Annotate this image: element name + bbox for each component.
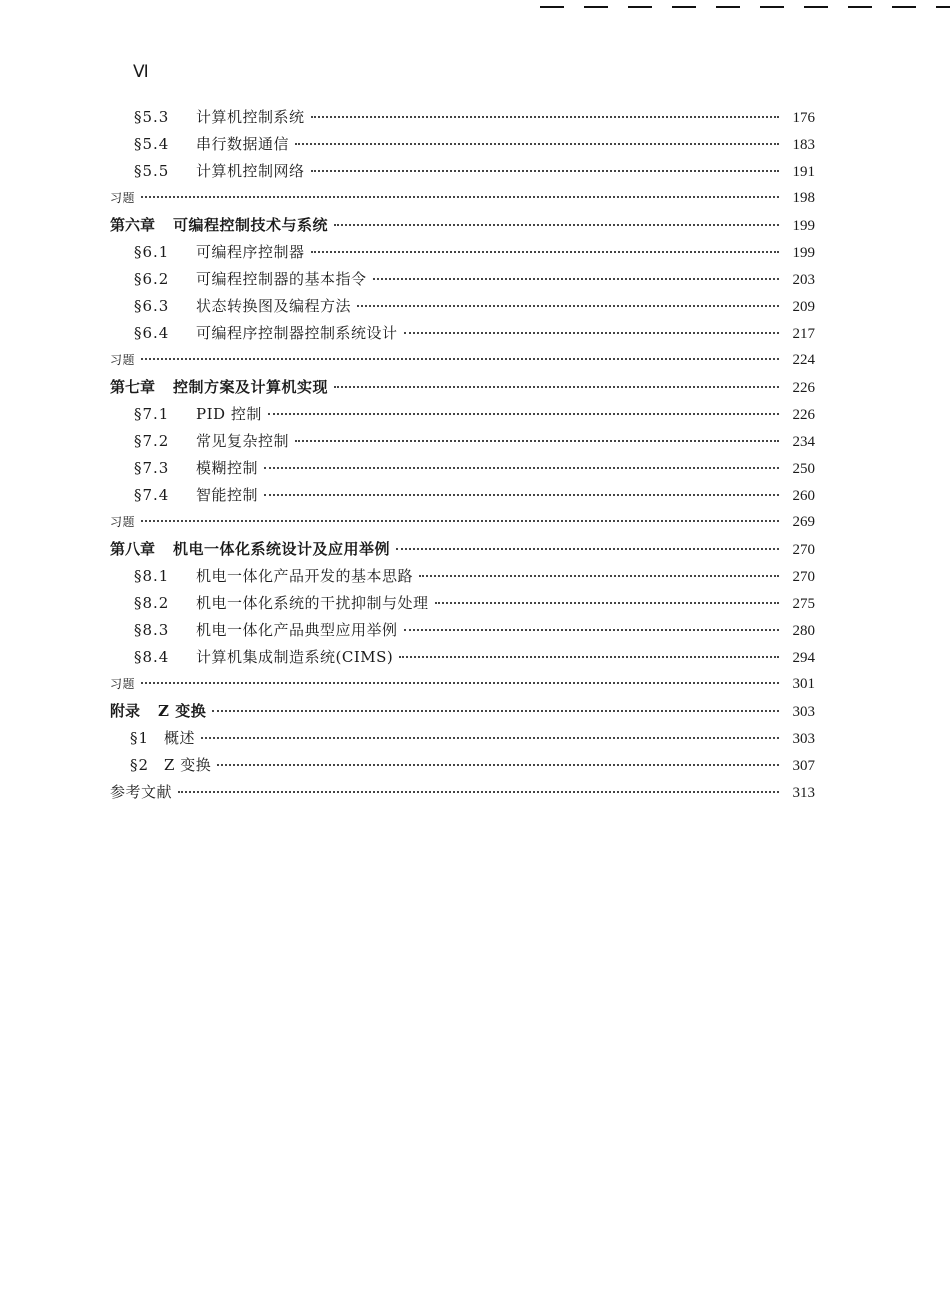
dot-leader	[141, 196, 779, 198]
section-title: 智能控制	[196, 486, 259, 504]
section-number: §8.1	[134, 567, 170, 585]
section-title: 常见复杂控制	[196, 432, 290, 450]
dot-leader	[141, 358, 779, 360]
section-title: 机电一体化产品开发的基本思路	[196, 567, 414, 585]
header-rule	[540, 6, 950, 8]
dot-leader	[141, 520, 779, 522]
toc-entry[interactable]	[110, 563, 815, 590]
page-ref: 269	[792, 514, 815, 530]
section-number: §5.3	[134, 108, 170, 126]
dot-leader	[334, 224, 779, 226]
toc-entry-exercises[interactable]	[110, 347, 815, 374]
section-number: §7.3	[134, 459, 170, 477]
section-number: §7.2	[134, 432, 170, 450]
section-number: §6.4	[134, 324, 170, 342]
dot-leader	[404, 332, 779, 334]
toc-entry[interactable]	[110, 266, 815, 293]
page-ref: 224	[792, 352, 815, 368]
section-title: PID 控制	[196, 405, 262, 423]
page-ref: 307	[792, 758, 815, 774]
dot-leader	[217, 764, 779, 766]
toc-entry[interactable]	[110, 752, 815, 779]
dot-leader	[396, 548, 779, 550]
section-title: 概述	[164, 729, 196, 747]
toc-entry[interactable]	[110, 428, 815, 455]
page-ref: 209	[792, 299, 815, 315]
dot-leader	[264, 494, 779, 496]
chapter-title: 可编程控制技术与系统	[173, 216, 329, 234]
toc-entry-exercises[interactable]	[110, 185, 815, 212]
toc-entry[interactable]	[110, 617, 815, 644]
chapter-title: 控制方案及计算机实现	[173, 378, 329, 396]
section-title: 机电一体化产品典型应用举例	[196, 621, 398, 639]
dot-leader	[212, 710, 779, 712]
section-title: 可编程控制器的基本指令	[196, 270, 367, 288]
page-ref: 280	[792, 623, 815, 639]
dot-leader	[357, 305, 779, 307]
dot-leader	[311, 251, 779, 253]
page-ref: 270	[792, 569, 815, 585]
chapter-number: 第七章	[110, 378, 156, 396]
section-title: 计算机控制网络	[196, 162, 305, 180]
toc-entry[interactable]	[110, 644, 815, 671]
dot-leader	[141, 682, 779, 684]
section-number: §6.3	[134, 297, 170, 315]
appendix-label: 附录	[110, 702, 141, 720]
dot-leader	[264, 467, 779, 469]
exercises-title: 习题	[110, 677, 136, 691]
page-ref: 260	[792, 488, 815, 504]
section-number: §6.2	[134, 270, 170, 288]
section-number: §5.5	[134, 162, 170, 180]
dot-leader	[334, 386, 779, 388]
page-ref: 199	[792, 245, 815, 261]
exercises-title: 习题	[110, 353, 136, 367]
toc-appendix[interactable]	[110, 698, 815, 725]
toc-entry[interactable]	[110, 293, 815, 320]
page-number: Ⅵ	[133, 62, 148, 81]
dot-leader	[268, 413, 779, 415]
toc-chapter[interactable]	[110, 212, 815, 239]
section-title: 模糊控制	[196, 459, 259, 477]
section-title: 状态转换图及编程方法	[196, 297, 352, 315]
page-ref: 217	[792, 326, 815, 342]
dot-leader	[295, 440, 779, 442]
page-ref: 183	[792, 137, 815, 153]
references-title: 参考文献	[110, 783, 173, 801]
section-number: §5.4	[134, 135, 170, 153]
section-title: Z 变换	[164, 756, 212, 774]
dot-leader	[404, 629, 779, 631]
page-ref: 226	[792, 380, 815, 396]
toc-entry[interactable]	[110, 158, 815, 185]
section-number: §1	[130, 729, 150, 747]
section-title: 机电一体化系统的干扰抑制与处理	[196, 594, 429, 612]
toc-chapter[interactable]	[110, 536, 815, 563]
page-ref: 303	[792, 704, 815, 720]
toc-entry[interactable]	[110, 725, 815, 752]
page-ref: 191	[792, 164, 815, 180]
section-title: 可编程序控制器	[196, 243, 305, 261]
section-number: §6.1	[134, 243, 170, 261]
toc-entry-exercises[interactable]	[110, 671, 815, 698]
dot-leader	[419, 575, 779, 577]
toc-entry[interactable]	[110, 104, 815, 131]
page-ref: 199	[792, 218, 815, 234]
dot-leader	[435, 602, 779, 604]
page-ref: 198	[792, 190, 815, 206]
toc-chapter[interactable]	[110, 374, 815, 401]
page-ref: 301	[792, 676, 815, 692]
section-number: §8.4	[134, 648, 170, 666]
toc-entry[interactable]	[110, 131, 815, 158]
dot-leader	[295, 143, 779, 145]
dot-leader	[178, 791, 779, 793]
toc-entry[interactable]	[110, 239, 815, 266]
toc-entry[interactable]	[110, 590, 815, 617]
toc-entry[interactable]	[110, 455, 815, 482]
page-ref: 313	[792, 785, 815, 801]
appendix-title: Z 变换	[158, 702, 207, 720]
page-ref: 203	[792, 272, 815, 288]
exercises-title: 习题	[110, 191, 136, 205]
section-number: §7.1	[134, 405, 170, 423]
toc-entry-exercises[interactable]	[110, 509, 815, 536]
section-title: 串行数据通信	[196, 135, 290, 153]
page-ref: 270	[792, 542, 815, 558]
page-ref: 250	[792, 461, 815, 477]
section-title: 可编程序控制器控制系统设计	[196, 324, 398, 342]
toc-references[interactable]	[110, 779, 815, 806]
toc-entry[interactable]	[110, 320, 815, 347]
page-ref: 294	[792, 650, 815, 666]
dot-leader	[311, 170, 779, 172]
section-number: §8.3	[134, 621, 170, 639]
section-title: 计算机控制系统	[196, 108, 305, 126]
dot-leader	[311, 116, 779, 118]
chapter-number: 第六章	[110, 216, 156, 234]
chapter-number: 第八章	[110, 540, 156, 558]
table-of-contents	[110, 104, 815, 806]
toc-entry[interactable]	[110, 401, 815, 428]
page-ref: 234	[792, 434, 815, 450]
dot-leader	[201, 737, 779, 739]
section-title: 计算机集成制造系统(CIMS)	[196, 648, 394, 666]
section-number: §7.4	[134, 486, 170, 504]
section-number: §8.2	[134, 594, 170, 612]
page-ref: 176	[792, 110, 815, 126]
section-number: §2	[130, 756, 150, 774]
page-ref: 275	[792, 596, 815, 612]
dot-leader	[399, 656, 779, 658]
page-ref: 303	[792, 731, 815, 747]
exercises-title: 习题	[110, 515, 136, 529]
toc-entry[interactable]	[110, 482, 815, 509]
dot-leader	[373, 278, 779, 280]
page-ref: 226	[792, 407, 815, 423]
chapter-title: 机电一体化系统设计及应用举例	[173, 540, 391, 558]
